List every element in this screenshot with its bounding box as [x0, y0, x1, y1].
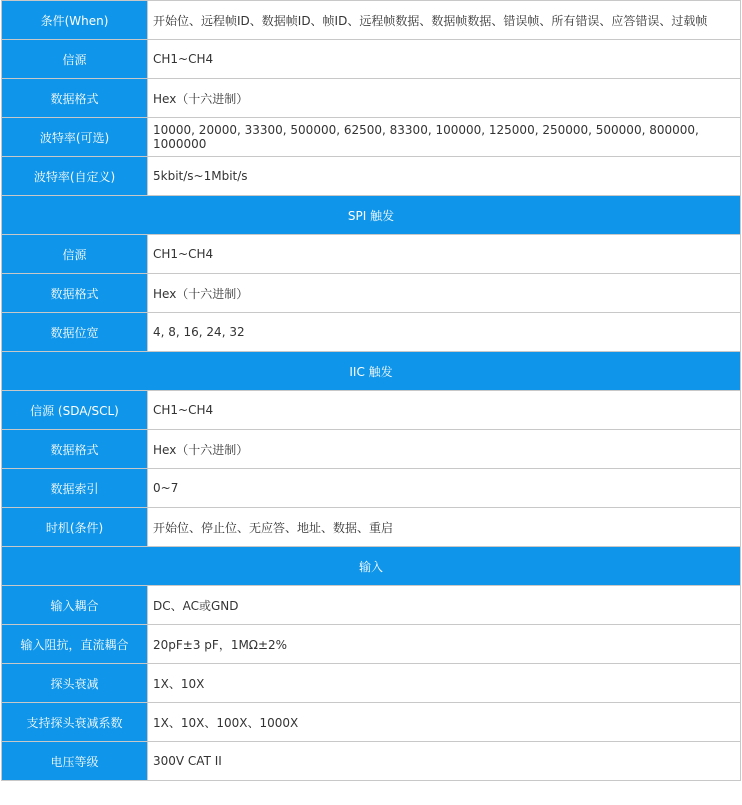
spec-table-body [2, 1, 741, 781]
spec-value: 4, 8, 16, 24, 32 [148, 313, 741, 352]
spec-value: 20pF±3 pF，1MΩ±2% [148, 625, 741, 664]
spec-row [2, 274, 741, 313]
spec-row [2, 469, 741, 508]
spec-row [2, 313, 741, 352]
spec-label: 探头衰减 [2, 664, 148, 703]
spec-label: 波特率(自定义) [2, 157, 148, 196]
spec-value: CH1~CH4 [148, 391, 741, 430]
spec-label: 数据索引 [2, 469, 148, 508]
spec-row [2, 235, 741, 274]
spec-value: 5kbit/s~1Mbit/s [148, 157, 741, 196]
spec-value: CH1~CH4 [148, 235, 741, 274]
spec-label: 电压等级 [2, 742, 148, 781]
section-title: 输入 [2, 547, 741, 586]
spec-label: 波特率(可选) [2, 118, 148, 157]
spec-row [2, 40, 741, 79]
section-title: IIC 触发 [2, 352, 741, 391]
spec-table [1, 0, 741, 781]
spec-row [2, 625, 741, 664]
spec-label: 信源 [2, 235, 148, 274]
spec-label: 数据格式 [2, 430, 148, 469]
spec-label: 输入阻抗，直流耦合 [2, 625, 148, 664]
spec-value: 300V CAT II [148, 742, 741, 781]
spec-value: CH1~CH4 [148, 40, 741, 79]
spec-label: 数据格式 [2, 79, 148, 118]
spec-row [2, 430, 741, 469]
spec-row [2, 157, 741, 196]
spec-row [2, 703, 741, 742]
spec-value: Hex（十六进制） [148, 430, 741, 469]
spec-row [2, 742, 741, 781]
spec-row [2, 586, 741, 625]
spec-value: Hex（十六进制） [148, 79, 741, 118]
spec-value: 1X、10X [148, 664, 741, 703]
spec-row [2, 391, 741, 430]
spec-label: 条件(When) [2, 1, 148, 40]
spec-value: Hex（十六进制） [148, 274, 741, 313]
spec-label: 数据格式 [2, 274, 148, 313]
spec-label: 时机(条件) [2, 508, 148, 547]
spec-label: 数据位宽 [2, 313, 148, 352]
spec-value: 0~7 [148, 469, 741, 508]
spec-value: 开始位、远程帧ID、数据帧ID、帧ID、远程帧数据、数据帧数据、错误帧、所有错误、应答错误、过载帧 [148, 1, 741, 40]
spec-label: 支持探头衰减系数 [2, 703, 148, 742]
spec-label: 输入耦合 [2, 586, 148, 625]
section-header-row [2, 547, 741, 586]
section-header-row [2, 196, 741, 235]
spec-row [2, 118, 741, 157]
section-header-row [2, 352, 741, 391]
spec-label: 信源 (SDA/SCL) [2, 391, 148, 430]
spec-value: 10000, 20000, 33300, 500000, 62500, 83300, 100000, 125000, 250000, 500000, 800000, 1000000 [148, 118, 741, 157]
spec-label: 信源 [2, 40, 148, 79]
section-title: SPI 触发 [2, 196, 741, 235]
spec-row [2, 508, 741, 547]
spec-value: 1X、10X、100X、1000X [148, 703, 741, 742]
spec-value: DC、AC或GND [148, 586, 741, 625]
spec-value: 开始位、停止位、无应答、地址、数据、重启 [148, 508, 741, 547]
spec-row [2, 79, 741, 118]
spec-row [2, 1, 741, 40]
spec-row [2, 664, 741, 703]
